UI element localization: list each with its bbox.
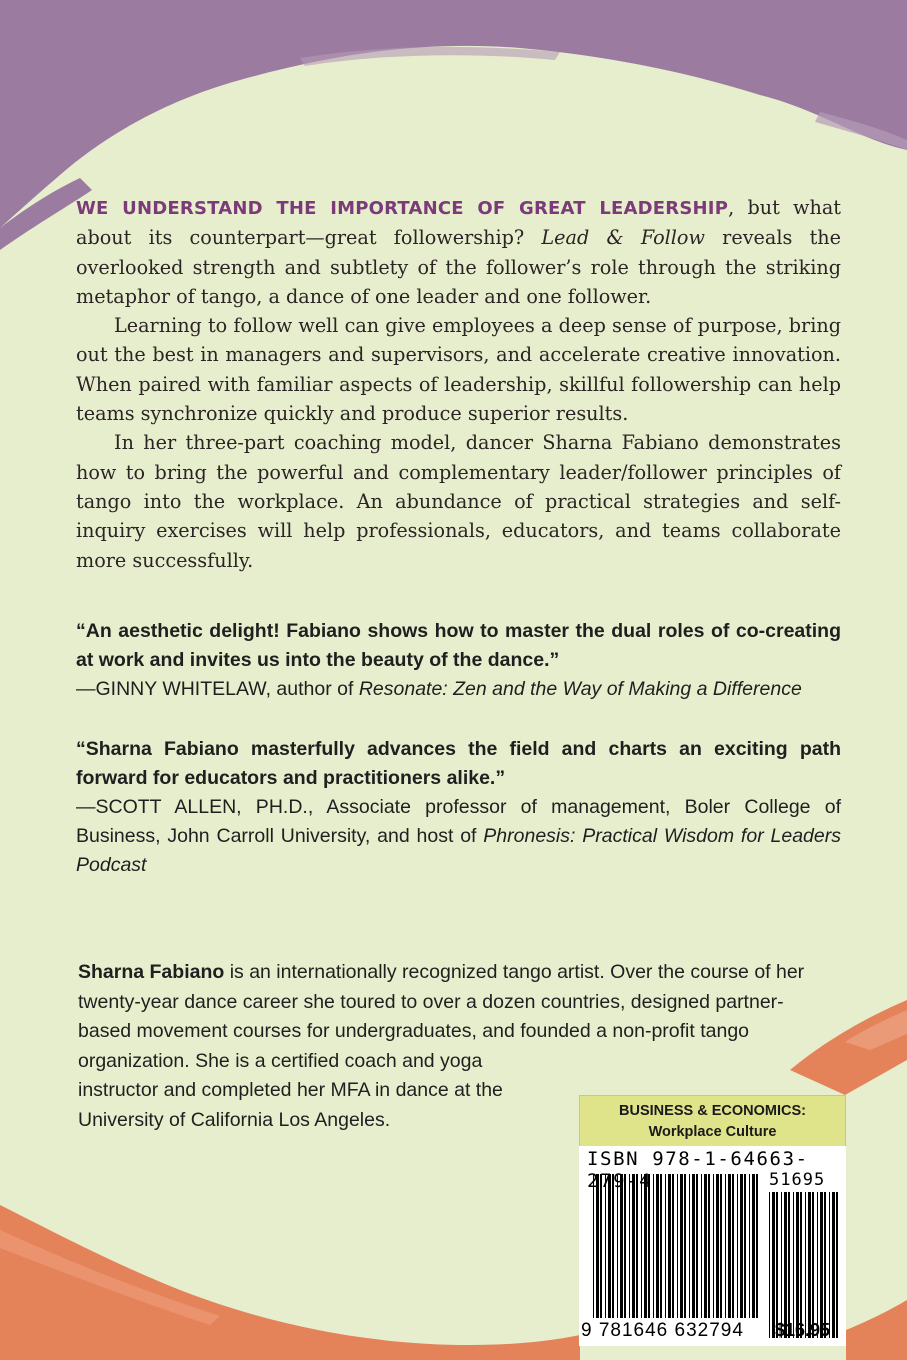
endorsement-attribution [76,793,841,880]
ean-bar [740,1174,743,1318]
bio-line-1 [78,958,840,988]
book-title-italic: Lead & Follow [541,226,705,250]
category-line-1: BUSINESS & ECONOMICS: [619,1103,806,1119]
ean-bar [656,1174,659,1318]
ean-bar [704,1174,707,1318]
ean-bar [636,1174,638,1318]
addon-digits: 51695 [769,1170,826,1190]
endorsement-work: Phronesis: Practical Wisdom for Leaders Podcast [76,825,841,876]
ean-bar [689,1174,690,1318]
endorsement-attribution-text: —GINNY WHITELAW, author of [76,678,359,700]
addon-bar [781,1192,782,1338]
addon-bar [776,1192,778,1338]
addon-bar [805,1192,806,1338]
ean-bar [600,1174,602,1318]
ean-bar [632,1174,635,1318]
blurb-p1-rest: reveals the overlooked strength and subtlety of the follower’s role through the striking metaphor of tango, a dance of one leader and one follower. [76,226,841,308]
blurb-paragraph-2: Learning to follow well can give employees a deep sense of purpose, bring out the best in managers and supervisors, and accelerate creative innovation. When paired with familiar aspects of leadership, skillful followership can help teams synchronize quickly and produce superior results. [76,314,841,426]
bio-line-1-text: is an internationally recognized tango artist. Over the course of her [224,961,805,983]
ean-bar [696,1174,698,1318]
ean-bar [593,1174,594,1318]
addon-bar [808,1192,811,1338]
endorsement-quote: “An aesthetic delight! Fabiano shows how to master the dual roles of co-creating at work and invites us into the beauty of the dance.” [76,620,841,671]
description-blurb [76,193,841,575]
addon-bar [832,1192,835,1338]
endorsement-2 [76,735,841,880]
ean-bar [617,1174,618,1318]
ean-bar [641,1174,642,1318]
author-name: Sharna Fabiano [78,961,225,983]
blurb-paragraph-1 [76,193,841,311]
bio-line-6: University of California Los Angeles. [78,1108,391,1131]
addon-bar [769,1192,770,1338]
addon-bar [812,1192,814,1338]
ean-bar [716,1174,719,1318]
ean-bar [596,1174,599,1318]
ean-bar [752,1174,755,1318]
addon-bar [772,1192,775,1338]
ean-bar [725,1174,726,1318]
endorsement-quote: “Sharna Fabiano masterfully advances the field and charts an exciting path forward for educators and practitioners alike.” [76,738,841,789]
endorsement-1 [76,617,841,704]
category-box [579,1095,846,1147]
addon-bar [796,1192,799,1338]
blurb-p1-text: , but what about its counterpart—great followership? [76,196,841,250]
ean-bar [629,1174,630,1318]
ean-bar [756,1174,758,1318]
ean-bar [644,1174,647,1318]
addon-bar [836,1192,838,1338]
ean-bar [720,1174,722,1318]
addon-bar [788,1192,790,1338]
ean-bar [732,1174,734,1318]
blurb-lead-caps: WE UNDERSTAND THE IMPORTANCE OF GREAT LEADERSHIP [76,198,729,219]
isbn-label: ISBN 978-1-64663-279-4 [587,1148,809,1192]
ean-bar [624,1174,626,1318]
ean-bar [680,1174,683,1318]
ean-bar [648,1174,650,1318]
ean-bar [728,1174,731,1318]
ean-bar [737,1174,738,1318]
addon-bar [824,1192,826,1338]
ean-bar [708,1174,710,1318]
orange-brush-stroke-bottom [0,1205,580,1360]
bio-line-2: twenty-year dance career she toured to over a dozen countries, designed partner- [78,990,784,1013]
ean-bar [608,1174,611,1318]
category-line-2: Workplace Culture [648,1124,777,1140]
addon-bar [793,1192,794,1338]
blurb-paragraph-3: In her three-part coaching model, dancer Sharna Fabiano demonstrates how to bring the powerful and complementary leader/follower principles of tango into the workplace. An abundance of practical strategies and self-inquiry exercises will help professionals, educators, and teams collaborate more successfully. [76,431,841,572]
ean-bar [713,1174,714,1318]
endorsement-work: Resonate: Zen and the Way of Making a Difference [358,678,802,700]
ean-bar [701,1174,702,1318]
ean-bar [744,1174,746,1318]
ean-bar [672,1174,674,1318]
addon-bar [817,1192,818,1338]
price-label: $16.95 [775,1320,831,1340]
ean-bar [684,1174,686,1318]
endorsement-attribution [76,675,841,704]
endorsement-attribution-text: —SCOTT ALLEN, PH.D., Associate professor of management, Boler College of Business, John Carroll University, and host of [76,796,841,847]
addon-bar [800,1192,802,1338]
ean-digits: 9 781646 632794 [581,1320,744,1341]
orange-brush-stroke-bottom-right [846,1300,907,1360]
ean-bar [749,1174,750,1318]
isbn-barcode-box [579,1146,846,1346]
ean-bar [612,1174,614,1318]
addon-bar [829,1192,830,1338]
ean-bar [605,1174,606,1318]
bio-line-4: organization. She is a certified coach and yoga [78,1049,483,1072]
ean-bar [653,1174,654,1318]
ean-bar [677,1174,678,1318]
bio-line-3: based movement courses for undergraduates, and founded a non-profit tango [78,1020,750,1042]
ean-bar [692,1174,695,1318]
ean-bar [620,1174,623,1318]
addon-bar [820,1192,823,1338]
addon-bar [784,1192,787,1338]
bio-line-5: instructor and completed her MFA in dance at the [78,1079,503,1101]
ean-bar [665,1174,666,1318]
ean-bar [660,1174,662,1318]
ean-bar [668,1174,671,1318]
